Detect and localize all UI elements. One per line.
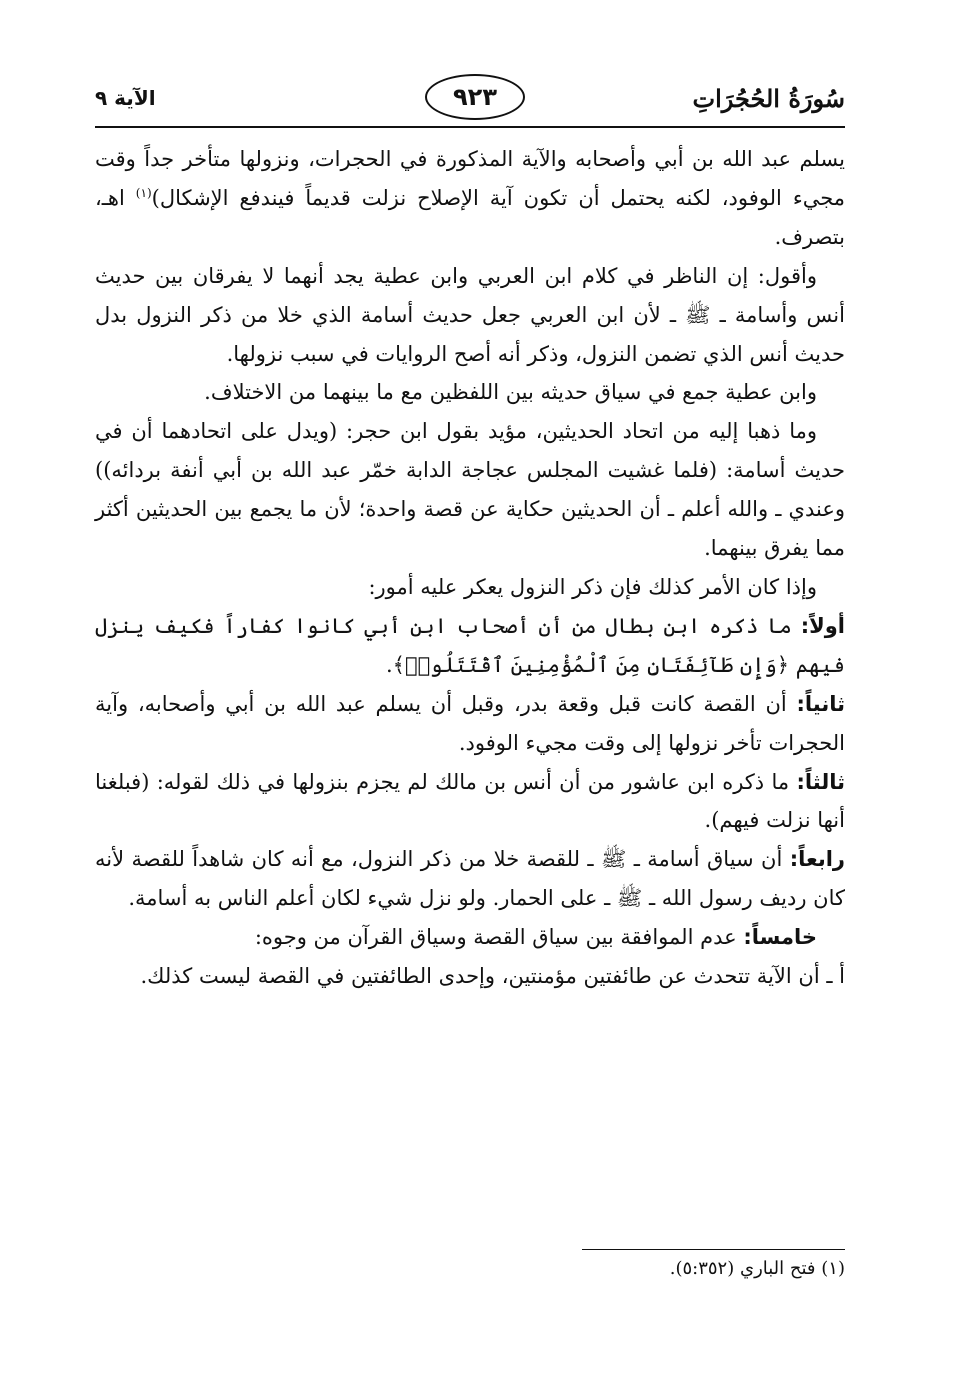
footnote: (١) فتح الباري (٥:٣٥٢).: [669, 1258, 845, 1279]
item-lead: أولاً:: [800, 613, 845, 638]
surah-name: سُورَةُ الحُجُرَاتِ: [692, 84, 845, 113]
paragraph: وابن عطية جمع في سياق حديثه بين اللفظين مع ما بينهما من الاختلاف.: [204, 380, 817, 405]
list-item: أولاً: ما ذكره ابن بطال من أن أصحاب ابن أبي كانوا كفاراً فكيف ينزل فيهم ﴿وَإِن طَآئِفَتَانِ مِنَ ٱلْمُؤْمِنِينَ ٱقْتَتَلُوا۟﴾.: [95, 613, 845, 677]
paragraph: وما ذهبا إليه من اتحاد الحديثين، مؤيد بقول ابن حجر: (ويدل على اتحادهما أن في حديث أسامة: (فلما غشيت المجلس عجاجة الدابة خمّر عبد الله بن أبي أنفة بردائه)) وعندي ـ والله أعلم ـ أن الحديثين حكاية عن قصة واحدة؛ لأن ما يجمع بين الحديثين أكثر مما يفرق بينهما.: [95, 419, 845, 561]
paragraph: وإذا كان الأمر كذلك فإن ذكر النزول يعكر عليه أمور:: [368, 574, 817, 599]
verse-reference: الآية ٩: [95, 86, 156, 110]
list-item: رابعاً: أن سياق أسامة ـ ﷺ ـ للقصة خلا من ذكر النزول، مع أنه كان شاهداً للقصة لأنه كان رديف رسول الله ـ ﷺ ـ على الحمار. ولو نزل شيء لكان أعلم الناس به أسامة.: [95, 847, 845, 911]
item-lead: خامساً:: [743, 925, 817, 950]
item-lead: ثانياً:: [796, 691, 845, 716]
header-divider: [95, 126, 845, 128]
footnote-marker[interactable]: (١): [135, 185, 152, 200]
list-item: ثالثاً: ما ذكره ابن عاشور من أن أنس بن مالك لم يجزم بنزولها في ذلك لقوله: (فبلغنا أنها نزلت فيهم).: [95, 769, 845, 833]
page-number-frame: [425, 74, 525, 120]
paragraph: وأقول: إن الناظر في كلام ابن العربي وابن عطية يجد أنهما لا يفرقان بين حديث أنس وأسامة ـ ﷺ ـ لأن ابن العربي جعل حديث أسامة الذي خلا من ذكر النزول بدل حديث أنس الذي تضمن النزول، وذكر أنه أصح الروايات في سبب نزولها.: [95, 263, 845, 366]
item-lead: ثالثاً:: [796, 769, 845, 794]
sub-item: أ ـ أن الآية تتحدث عن طائفتين مؤمنتين، وإحدى الطائفتين في القصة ليست كذلك.: [140, 964, 845, 989]
page-number: ٩٢٣: [453, 83, 497, 111]
footnote-divider: [582, 1249, 845, 1250]
body-text: [95, 140, 845, 996]
item-lead: رابعاً:: [789, 847, 845, 872]
paragraph: يسلم عبد الله بن أبي وأصحابه والآية المذكورة في الحجرات، ونزولها متأخر جداً وقت مجيء الوفود، لكنه يحتمل أن تكون آية الإصلاح نزلت قديماً فيندفع الإشكال)$^{(١)}$ اهـ، بتصرف.: [95, 147, 846, 249]
list-item: خامساً: عدم الموافقة بين سياق القصة وسياق القرآن من وجوه:: [254, 925, 817, 950]
page-header: [95, 70, 845, 130]
list-item: ثانياً: أن القصة كانت قبل وقعة بدر، وقبل أن يسلم عبد الله بن أبي وأصحابه، وآية الحجرات تأخر نزولها إلى وقت مجيء الوفود.: [95, 691, 845, 755]
